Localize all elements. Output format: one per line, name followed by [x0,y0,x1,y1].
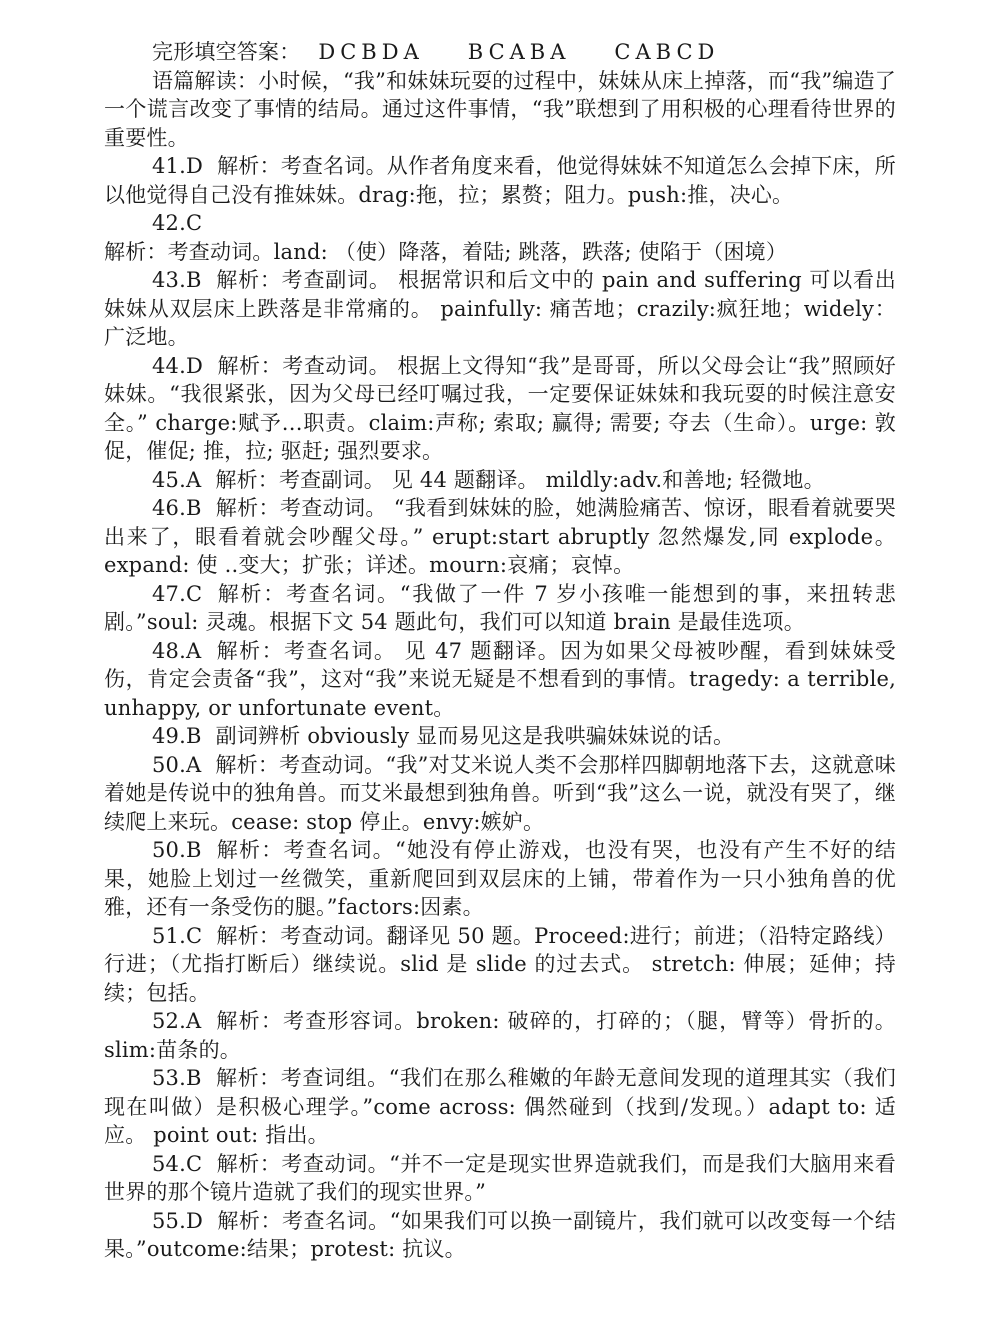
explanation-item [104,209,896,266]
question-number: 44.D [152,353,204,378]
question-number: 41.D [152,154,204,178]
explanation-text: 解析：考查名词。从作者角度来看，他觉得妹妹不知道怎么会掉下床，所以他觉得自己没有推妹妹。drag:拖，拉；累赘；阻力。push:推，决心。 [104,154,896,207]
explanation-text: 解析：考查名词。 见 47 题翻译。因为如果父母被吵醒，看到妹妹受伤，肯定会责备“我”，这对“我”来说无疑是不想看到的事情。tragedy: a terrible, unhappy, or unfortunate event。 [104,638,896,720]
explanation-item [104,494,896,580]
explanation-text: 解析：考查动词。翻译见 50 题。Proceed:进行；前进；（沿特定路线）行进；（尤指打断后）继续说。slid 是 slide 的过去式。 stretch: 伸展；延伸；持续；包括。 [104,923,896,1005]
question-number: 50.A [152,752,202,777]
answer-document [104,38,896,1264]
explanation-item [104,266,896,352]
explanation-text: 解析：考查词组。“我们在那么稚嫩的年龄无意间发现的道理其实（我们现在叫做）是积极心理学。”come across: 偶然碰到（找到/发现。）adapt to: 适应。 point out: 指出。 [104,1066,896,1147]
explanation-text: 解析：考查动词。land: （使）降落，着陆; 跳落，跌落; 使陷于（困境） [104,239,788,264]
question-number: 46.B [152,496,202,520]
explanation-list [104,152,896,1264]
answer-key-label: 完形填空答案： [152,40,301,64]
answer-group: CABCD [614,40,720,64]
question-number: 54.C [152,1151,203,1176]
question-number: 45.A [152,467,202,492]
explanation-item [104,751,896,837]
explanation-item [104,1207,896,1264]
explanation-text: 解析：考查副词。 见 44 题翻译。 mildly:adv.和善地; 轻微地。 [215,467,825,492]
question-number: 50.B [152,838,202,862]
explanation-item [104,1150,896,1207]
answer-group: DCBDA [318,40,424,64]
explanation-item [104,1064,896,1150]
question-number: 48.A [152,638,202,663]
explanation-text: 解析：考查副词。 根据常识和后文中的 pain and suffering 可以看出妹妹从双层床上跌落是非常痛的。 painfully: 痛苦地；crazily:疯狂地；widely：广泛地。 [104,268,896,349]
answer-key [104,38,896,67]
explanation-item [104,922,896,1008]
question-number: 47.C [152,581,203,606]
question-number: 55.D [152,1208,204,1233]
explanation-text: 解析：考查名词。“她没有停止游戏，也没有哭，也没有产生不好的结果，她脸上划过一丝微笑，重新爬回到双层床的上铺，带着作为一只小独角兽的优雅，还有一条受伤的腿。”factors:因素。 [104,838,896,919]
explanation-text: 解析：考查名词。“我做了一件 7 岁小孩唯一能想到的事，来扭转悲剧。”soul: 灵魂。根据下文 54 题此句，我们可以知道 brain 是最佳选项。 [104,581,896,634]
explanation-text: 解析：考查形容词。broken: 破碎的，打碎的；（腿，臂等）骨折的。slim:苗条的。 [104,1009,896,1062]
explanation-text: 解析：考查动词。 根据上文得知“我”是哥哥，所以父母会让“我”照顾好妹妹。“我很紧张，因为父母已经叮嘱过我，一定要保证妹妹和我玩耍的时候注意安全。” charge:赋予…职责。claim:声称; 索取; 赢得; 需要; 夺去（生命）。urge: 敦促，催促; 推，拉; 驱赶; 强烈要求。 [104,353,896,463]
explanation-item [104,352,896,466]
explanation-item [104,1007,896,1064]
explanation-text: 解析：考查动词。“并不一定是现实世界造就我们，而是我们大脑用来看世界的那个镜片造就了我们的现实世界。” [104,1151,896,1204]
explanation-item [104,637,896,723]
question-number: 43.B [152,268,202,292]
explanation-item [104,152,896,209]
passage-summary: 语篇解读：小时候，“我”和妹妹玩耍的过程中，妹妹从床上掉落，而“我”编造了一个谎言改变了事情的结局。通过这件事情，“我”联想到了用积极的心理看待世界的重要性。 [104,68,896,150]
explanation-item [104,722,896,751]
question-number: 53.B [152,1066,202,1090]
question-number: 52.A [152,1009,202,1033]
explanation-text: 副词辨析 obviously 显而易见这是我哄骗妹妹说的话。 [215,724,735,748]
question-number: 49.B [152,724,202,748]
explanation-item [104,580,896,637]
explanation-item [104,836,896,922]
explanation-text: 解析：考查动词。 “我看到妹妹的脸，她满脸痛苦、惊讶，眼看着就要哭出来了，眼看着就会吵醒父母。” erupt:start abruptly 忽然爆发,同 explode。expand: 使 ..变大；扩张；详述。mourn:哀痛；哀悼。 [104,496,896,577]
explanation-text: 解析：考查动词。“我”对艾米说人类不会那样四脚朝地落下去，这就意味着她是传说中的独角兽。而艾米最想到独角兽。听到“我”这么一说，就没有哭了，继续爬上来玩。cease: stop 停止。envy:嫉妒。 [104,752,896,834]
answer-group: BCABA [467,40,571,64]
explanation-text: 解析：考查名词。“如果我们可以换一副镜片，我们就可以改变每一个结果。”outcome:结果；protest: 抗议。 [104,1208,896,1261]
question-number: 51.C [152,923,203,948]
explanation-item [104,466,896,495]
question-number: 42.C [152,211,203,235]
